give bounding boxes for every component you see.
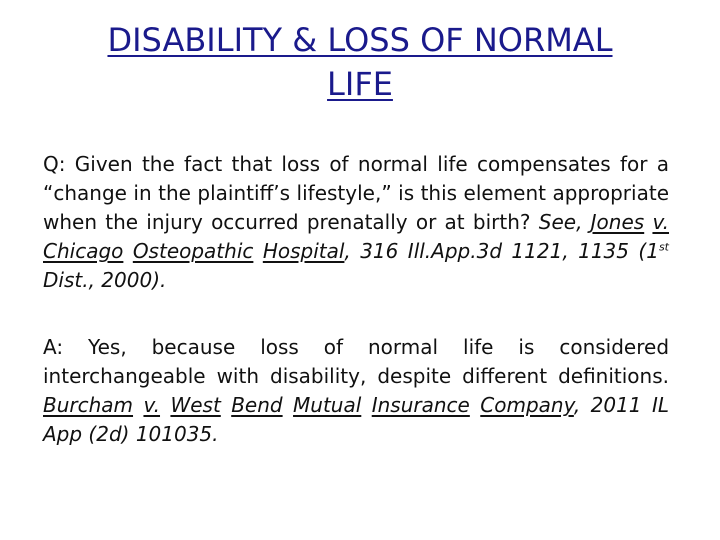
case-name-part: Chicago	[43, 239, 124, 263]
case-name-part: Jones	[590, 210, 645, 234]
case-name-part: Burcham	[43, 393, 134, 417]
question-citation-end: Dist., 2000).	[43, 268, 167, 292]
question-text: Given the fact that loss of normal life compensates for a “change in the plaintiff’s lifestyle,” is this element appropriate when the injury occurred prenatally or at birth?	[43, 152, 669, 234]
title-line-1: DISABILITY & LOSS OF NORMAL	[107, 21, 613, 59]
title-line-2: LIFE	[327, 65, 393, 103]
citation-superscript: st	[658, 240, 669, 254]
answer-text: Yes, because loss of normal life is considered interchangeable with disability, despite different definitions.	[43, 335, 670, 388]
question-label: Q:	[43, 152, 66, 176]
case-name-part: Company	[480, 393, 574, 417]
case-name-part: v.	[143, 393, 161, 417]
answer-citation: , 2011 IL App (2d) 101035.	[43, 393, 669, 446]
question-paragraph: Q: Given the fact that loss of normal life compensates for a “change in the plaintiff’s lifestyle,” is this element appropriate when the injury occurred prenatally or at birth? See, Jones v. Chicago Osteopathic Hospital, 316 Ill.App.3d 1121, 1135 (1st Dist., 2000).	[43, 152, 670, 292]
case-name-part: Mutual	[293, 393, 362, 417]
case-name-part: Osteopathic	[132, 239, 254, 263]
answer-paragraph	[43, 333, 669, 449]
case-name-part: Insurance	[371, 393, 470, 417]
question-citation: , 316 Ill.App.3d 1121, 1135 (1	[344, 239, 659, 263]
case-name-part: Bend	[231, 393, 283, 417]
case-name-part: v.	[652, 210, 670, 234]
slide-title	[40, 18, 680, 106]
see-signal: See	[538, 210, 577, 234]
case-name-part: Hospital	[262, 239, 345, 263]
case-name-part: West	[170, 393, 221, 417]
answer-label: A:	[43, 335, 64, 359]
